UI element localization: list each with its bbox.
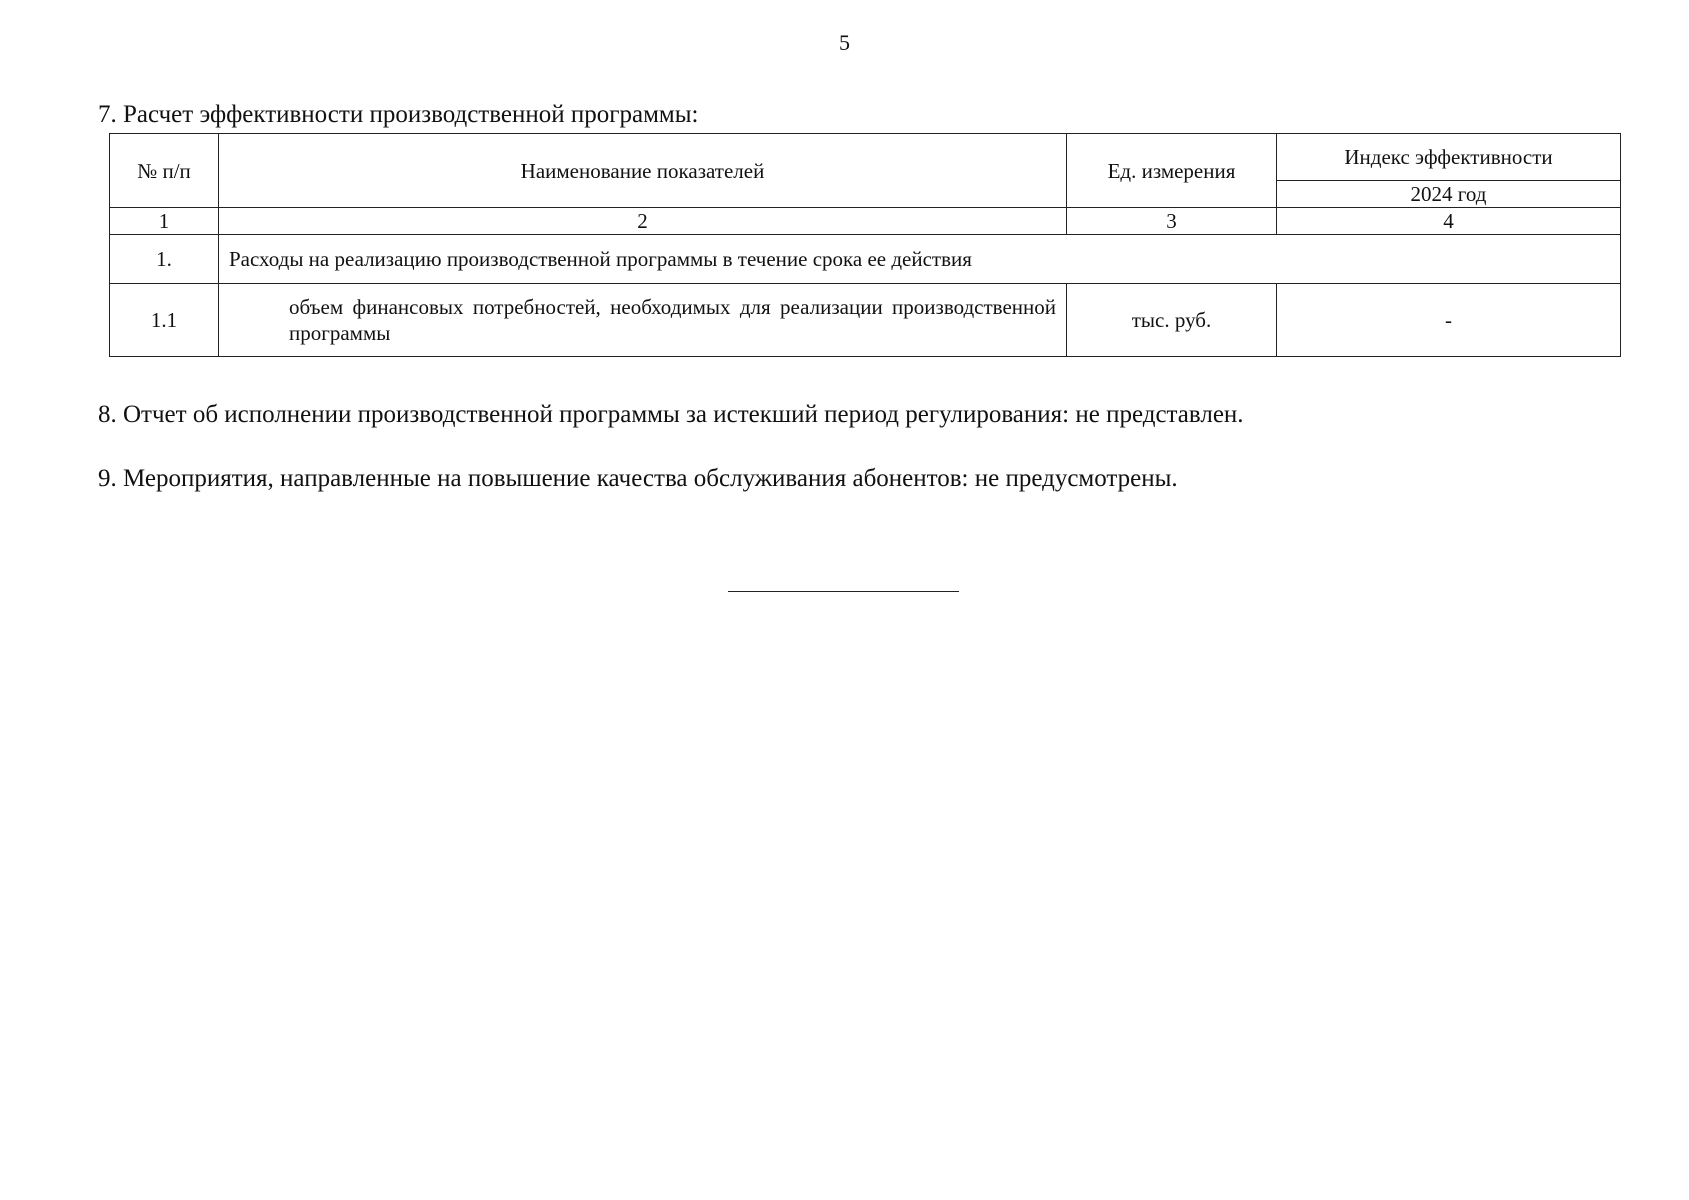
- efficiency-table: [109, 133, 1621, 357]
- column-number: 1: [110, 208, 219, 235]
- section-8-text: 8. Отчет об исполнении производственной программы за истекший период регулирования: не представлен.: [98, 401, 1244, 428]
- header-name: Наименование показателей: [219, 134, 1067, 208]
- item-row-num: 1.1: [110, 284, 219, 357]
- header-index: Индекс эффективности: [1277, 134, 1621, 181]
- section-row-text: Расходы на реализацию производственной программы в течение срока ее действия: [219, 235, 1621, 284]
- column-number: 4: [1277, 208, 1621, 235]
- item-row-unit: тыс. руб.: [1067, 284, 1277, 357]
- table-row: [110, 284, 1621, 357]
- header-year: 2024 год: [1277, 181, 1621, 208]
- header-num: № п/п: [110, 134, 219, 208]
- table-row: [110, 235, 1621, 284]
- section-row-num: 1.: [110, 235, 219, 284]
- section-7-heading: 7. Расчет эффективности производственной программы:: [98, 101, 699, 128]
- item-row-name: объем финансовых потребностей, необходимых для реализации производственной программы: [219, 284, 1067, 357]
- column-number: 3: [1067, 208, 1277, 235]
- section-9-text: 9. Мероприятия, направленные на повышение качества обслуживания абонентов: не предусмотрены.: [98, 465, 1178, 492]
- page-number: 5: [839, 30, 850, 55]
- item-row-value: -: [1277, 284, 1621, 357]
- column-numbers-row: [110, 208, 1621, 235]
- end-divider: [728, 591, 959, 592]
- column-number: 2: [219, 208, 1067, 235]
- header-unit: Ед. измерения: [1067, 134, 1277, 208]
- table-header-row: [110, 134, 1621, 181]
